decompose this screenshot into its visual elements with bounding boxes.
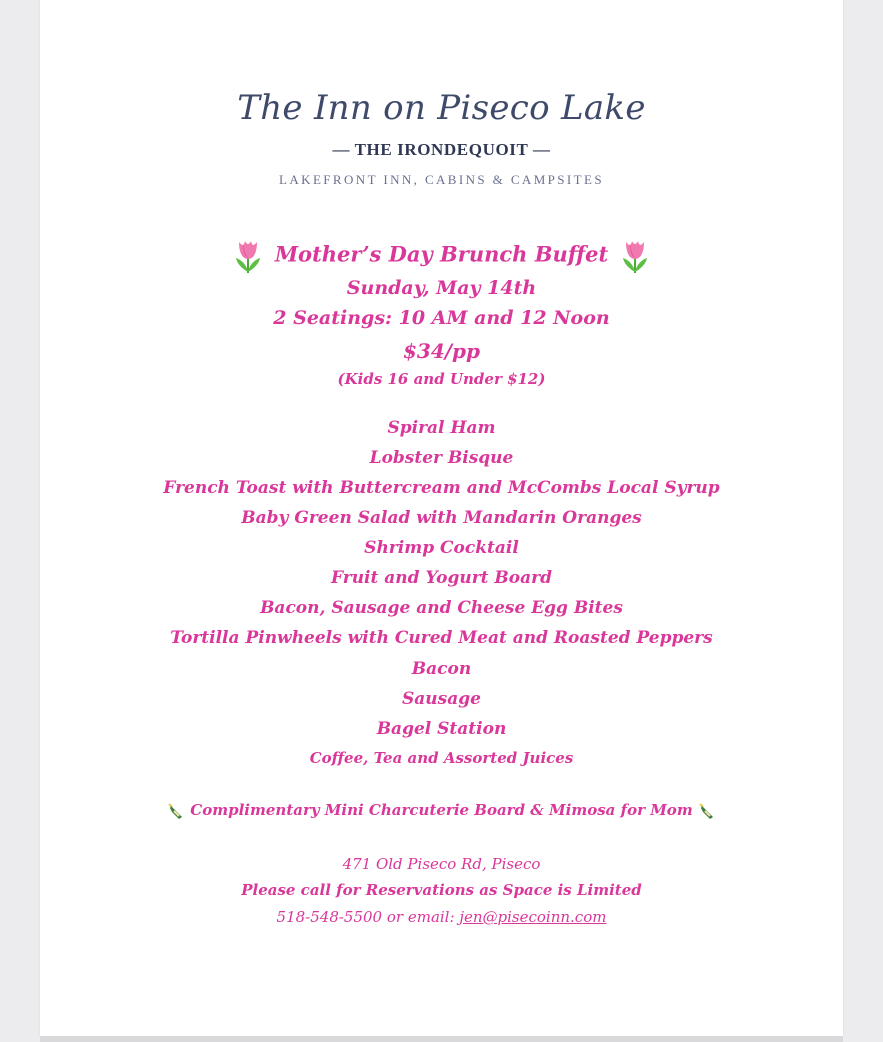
menu-item: Bagel Station [376,719,507,739]
event-seatings: 2 Seatings: 10 AM and 12 Noon [273,307,610,329]
phone: 518-548-5500 or email: [276,908,460,926]
champagne-bottle-icon [166,801,186,821]
promo-text: Complimentary Mini Charcuterie Board & Mimosa for Mom [190,801,693,819]
menu-item: Bacon, Sausage and Cheese Egg Bites [260,598,623,618]
menu-item: Sausage [402,689,481,709]
menu-item: Tortilla Pinwheels with Cured Meat and Roasted Peppers [170,628,713,648]
inn-subtitle: — THE IRONDEQUOIT — [332,140,551,159]
tulip-icon [620,238,650,274]
page-bottom-edge [40,1036,843,1042]
event-kids-price: (Kids 16 and Under $12) [337,370,546,388]
tulip-icon [233,238,263,274]
reservation-note: Please call for Reservations as Space is Limited [241,881,642,899]
event-title: Mother’s Day Brunch Buffet [274,241,609,267]
contact-line [40,908,843,926]
menu-item: French Toast with Buttercream and McCombs Local Syrup [163,478,720,498]
event-title-row [40,238,843,274]
champagne-bottle-icon [697,801,717,821]
menu-item: Spiral Ham [387,418,496,438]
email-link[interactable]: jen@pisecoinn.com [459,908,607,926]
promo-row [40,801,843,821]
address: 471 Old Piseco Rd, Piseco [342,855,541,873]
menu-item: Bacon [411,659,472,679]
inn-tagline: LAKEFRONT INN, CABINS & CAMPSITES [279,172,604,187]
event-price: $34/pp [402,339,481,363]
menu-item: Lobster Bisque [369,448,514,468]
menu-drinks: Coffee, Tea and Assorted Juices [309,749,574,767]
event-date: Sunday, May 14th [346,277,537,299]
menu-item: Shrimp Cocktail [364,538,519,558]
inn-name: The Inn on Piseco Lake [237,88,646,128]
menu-item: Baby Green Salad with Mandarin Oranges [241,508,642,528]
menu-item: Fruit and Yogurt Board [330,568,553,588]
flyer-page [40,0,843,1036]
